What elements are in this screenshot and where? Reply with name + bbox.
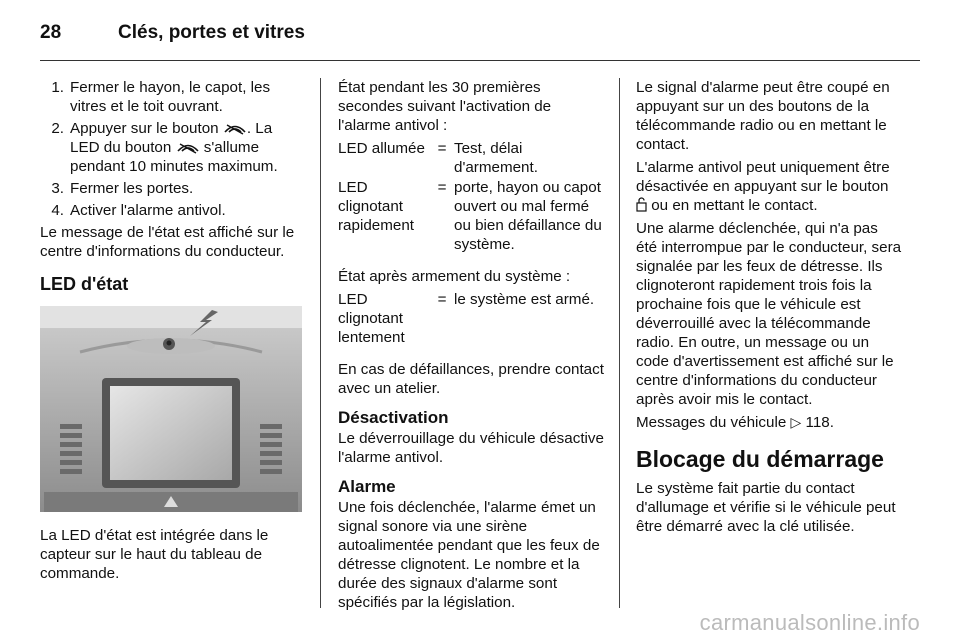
failure-note: En cas de défaillances, prendre contact avec un atelier. [338, 361, 604, 397]
watermark: carmanualsonline.info [699, 610, 920, 635]
alarm-icon [176, 142, 200, 154]
deactivate-text: L'alarme antivol peut uniquement être désactivée en appuyant sur le bouton ou en mettant le contact. [636, 159, 890, 214]
dashboard-photo [40, 306, 302, 512]
steps-list [40, 78, 302, 220]
section-heading-deactivation: Désactivation [338, 408, 449, 427]
after-intro: État après armement du système : [338, 268, 571, 285]
table-row: LED clignotant rapidement = porte, hayon ou capot ouvert ou mal fermé ou bien défaillance du système. [338, 179, 602, 253]
unlock-icon [636, 197, 647, 212]
page-header [40, 18, 305, 48]
column-3 [636, 78, 902, 540]
led-caption: La LED d'état est intégrée dans le capteur sur le haut du tableau de commande. [40, 527, 269, 582]
after-table [338, 290, 604, 348]
page-number: 28 [40, 22, 62, 43]
vehicle-messages-ref: Messages du véhicule ▷ 118. [636, 414, 834, 431]
column-1 [40, 78, 302, 587]
column-divider [320, 78, 321, 608]
table-row: LED allumée = Test, délai d'armement. [338, 140, 538, 176]
immobiliser-text: Le système fait partie du contact d'allumage et vérifie si le véhicule peut être démarré avec la clé utilisée. [636, 480, 896, 535]
status-note: Le message de l'état est affiché sur le centre d'informations du conducteur. [40, 224, 295, 260]
chapter-title: Clés, portes et vitres [118, 22, 305, 43]
alarm-icon [223, 123, 247, 135]
triggered-alarm-text: Une alarme déclenchée, qui n'a pas été interrompue par le conducteur, sera signalée par les feux de détresse. Ils clignoteront rapidement trois fois la prochaine fois que le véhicule est déverrouillé avec la télécommande radio. En outre, un message ou un code d'avertissement est affiché sur le centre d'informations du conducteur après avoir mis le contact. [636, 220, 902, 408]
list-item: 1. Fermer le hayon, le capot, les vitres et le toit ouvrant. [51, 79, 271, 115]
section-heading-alarm: Alarme [338, 477, 396, 496]
section-heading-immobiliser: Blocage du démarrage [636, 446, 884, 472]
state-table [338, 139, 604, 255]
state-intro: État pendant les 30 premières secondes suivant l'activation de l'alarme antivol : [338, 79, 552, 134]
column-divider [619, 78, 620, 608]
list-item: 3. Fermer les portes. [51, 180, 194, 197]
list-item: 4. Activer l'alarme antivol. [51, 202, 226, 219]
list-item: 2. Appuyer sur le bouton . La LED du bouton s'allume pendant 10 minutes maximum. [51, 120, 278, 175]
column-2 [338, 78, 604, 616]
deactivation-text: Le déverrouillage du véhicule désactive l'alarme antivol. [338, 430, 604, 466]
header-rule [40, 60, 920, 61]
alarm-text: Une fois déclenchée, l'alarme émet un signal sonore via une sirène autoalimentée pendant que les feux de détresse clignotent. Le nombre et la durée des signaux d'alarme sont spécifiés par la législation. [338, 499, 600, 611]
alarm-cancel-text: Le signal d'alarme peut être coupé en appuyant sur un des boutons de la télécommande radio ou en mettant le contact. [636, 79, 890, 153]
page-reference-icon: ▷ [790, 415, 802, 431]
section-heading-led: LED d'état [40, 274, 129, 294]
table-row: LED clignotant lentement = le système est armé. [338, 291, 595, 346]
